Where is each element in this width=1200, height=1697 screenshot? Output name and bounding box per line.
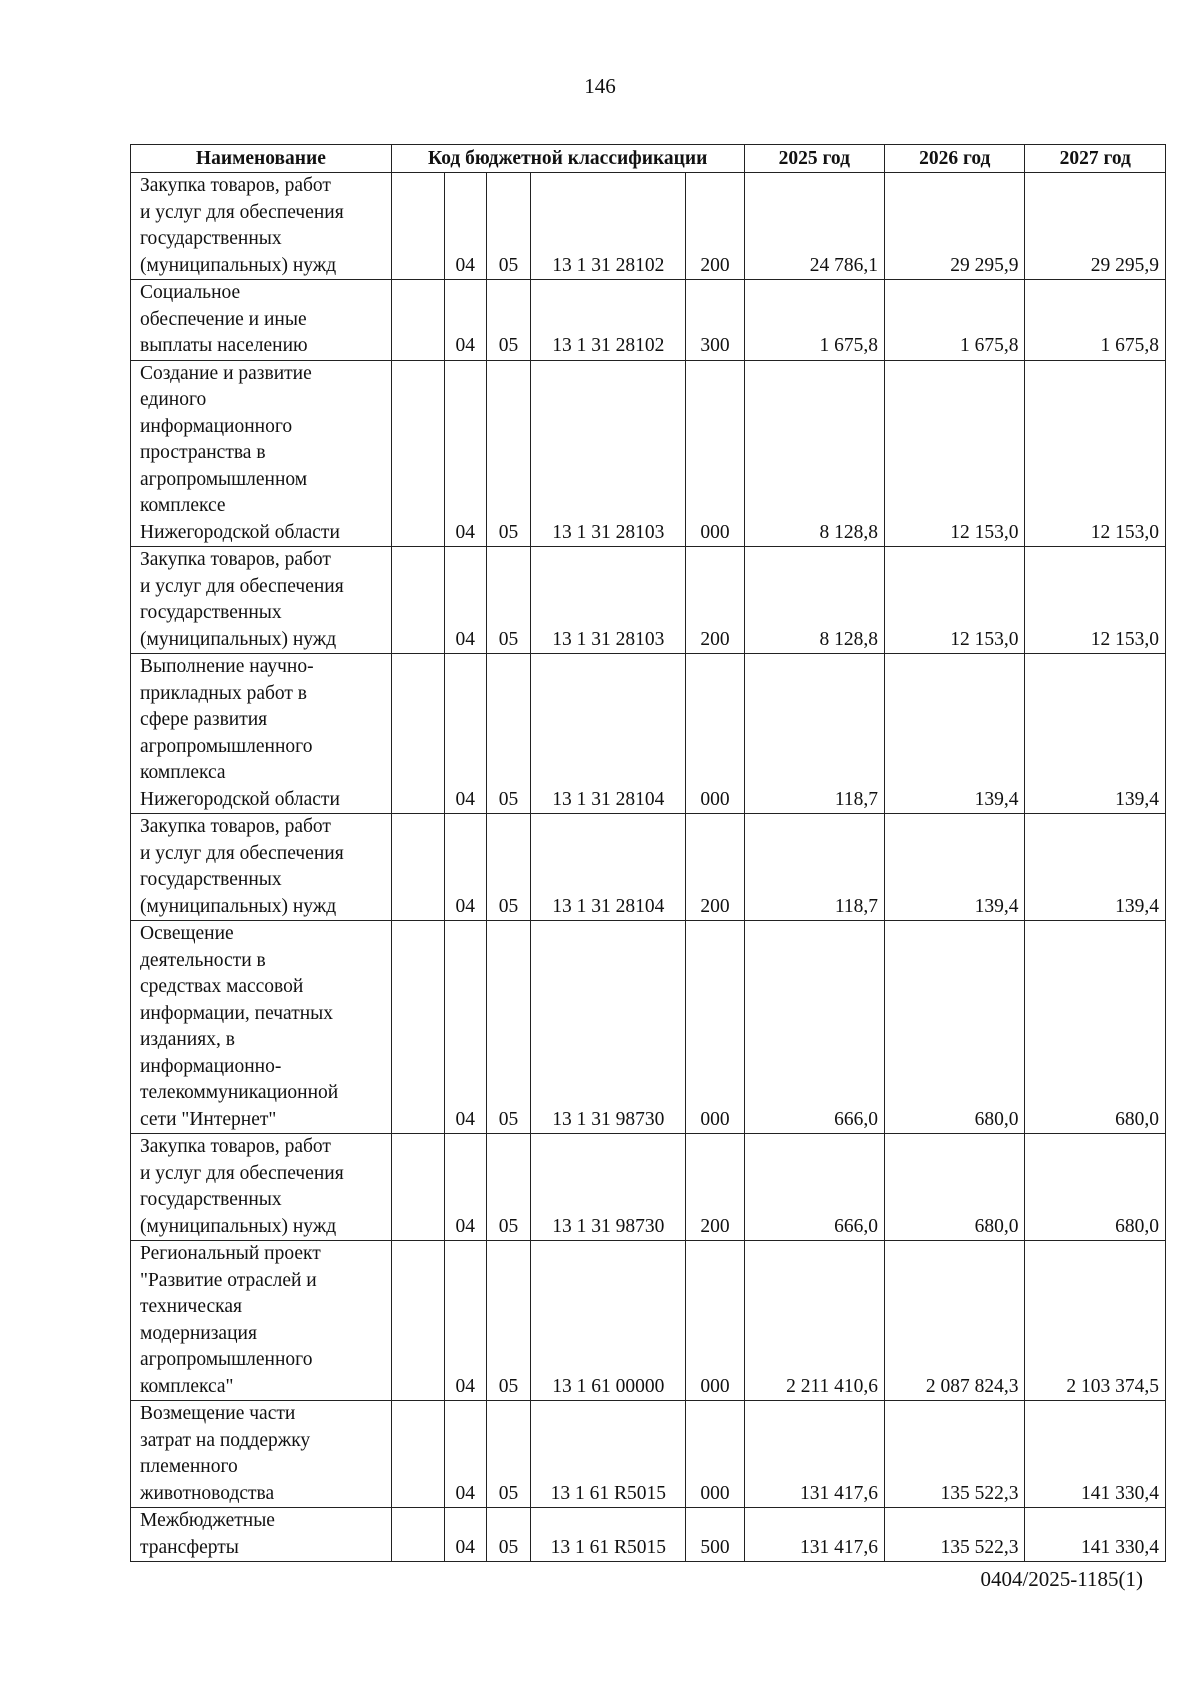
expense-type-code: 200 xyxy=(686,173,744,280)
row-name xyxy=(131,547,392,654)
code-admin-cell xyxy=(391,1241,444,1401)
row-name-line: и услуг для обеспечения xyxy=(140,1162,344,1184)
table-row xyxy=(131,173,1166,280)
header-2025: 2025 год xyxy=(744,145,884,173)
budget-table xyxy=(130,144,1166,1562)
header-row xyxy=(131,145,1166,173)
subsection-code: 05 xyxy=(486,654,530,814)
page-number: 146 xyxy=(584,74,616,98)
row-name-line: информационно- xyxy=(140,1055,282,1077)
code-admin-cell xyxy=(391,921,444,1134)
subsection-code: 05 xyxy=(486,1241,530,1401)
subsection-code: 05 xyxy=(486,173,530,280)
target-article-code: 13 1 31 28102 xyxy=(531,280,686,361)
row-name-line: Межбюджетные xyxy=(140,1510,275,1531)
amount-2025: 8 128,8 xyxy=(744,360,884,547)
table-row xyxy=(131,547,1166,654)
row-name-line: агропромышленном xyxy=(140,468,308,490)
code-admin-cell xyxy=(391,360,444,547)
code-admin-cell xyxy=(391,1508,444,1562)
section-code: 04 xyxy=(444,814,486,921)
row-name-line: Закупка товаров, работ xyxy=(140,1136,331,1157)
document-code: 0404/2025-1185(1) xyxy=(980,1567,1143,1591)
row-name-line: единого xyxy=(140,389,207,410)
row-name-line: техническая xyxy=(140,1296,242,1317)
code-admin-cell xyxy=(391,173,444,280)
target-article-code: 13 1 61 R5015 xyxy=(531,1401,686,1508)
header-name: Наименование xyxy=(131,145,392,173)
row-name-line: выплаты населению xyxy=(140,335,308,356)
row-name xyxy=(131,1241,392,1401)
subsection-code: 05 xyxy=(486,1508,530,1562)
subsection-code: 05 xyxy=(486,921,530,1134)
row-name-line: племенного xyxy=(140,1456,238,1477)
row-name-line: (муниципальных) нужд xyxy=(140,254,337,276)
header-code: Код бюджетной классификации xyxy=(391,145,744,173)
amount-2025: 131 417,6 xyxy=(744,1508,884,1562)
amount-2026: 680,0 xyxy=(885,1134,1025,1241)
amount-2026: 2 087 824,3 xyxy=(885,1241,1025,1401)
row-name xyxy=(131,654,392,814)
header-2026: 2026 год xyxy=(885,145,1025,173)
section-code: 04 xyxy=(444,1508,486,1562)
row-name-line: Региональный проект xyxy=(140,1243,321,1264)
expense-type-code: 200 xyxy=(686,1134,744,1241)
amount-2025: 131 417,6 xyxy=(744,1401,884,1508)
target-article-code: 13 1 31 28102 xyxy=(531,173,686,280)
row-name-line: комплекса" xyxy=(140,1375,234,1397)
amount-2027: 2 103 374,5 xyxy=(1025,1241,1166,1401)
amount-2027: 12 153,0 xyxy=(1025,547,1166,654)
amount-2026: 12 153,0 xyxy=(885,547,1025,654)
target-article-code: 13 1 61 R5015 xyxy=(531,1508,686,1562)
amount-2025: 118,7 xyxy=(744,814,884,921)
row-name-line: агропромышленного xyxy=(140,735,313,757)
code-admin-cell xyxy=(391,1401,444,1508)
amount-2027: 680,0 xyxy=(1025,921,1166,1134)
code-admin-cell xyxy=(391,654,444,814)
code-admin-cell xyxy=(391,1134,444,1241)
row-name-line: затрат на поддержку xyxy=(140,1429,311,1451)
amount-2027: 139,4 xyxy=(1025,814,1166,921)
amount-2025: 1 675,8 xyxy=(744,280,884,361)
target-article-code: 13 1 31 28104 xyxy=(531,654,686,814)
table-row xyxy=(131,814,1166,921)
amount-2026: 680,0 xyxy=(885,921,1025,1134)
amount-2027: 680,0 xyxy=(1025,1134,1166,1241)
row-name xyxy=(131,814,392,921)
table-row xyxy=(131,1241,1166,1401)
row-name-line: Возмещение части xyxy=(140,1403,296,1424)
table-row xyxy=(131,280,1166,361)
subsection-code: 05 xyxy=(486,814,530,921)
target-article-code: 13 1 31 98730 xyxy=(531,1134,686,1241)
subsection-code: 05 xyxy=(486,360,530,547)
section-code: 04 xyxy=(444,1401,486,1508)
row-name-line: и услуг для обеспечения xyxy=(140,201,344,223)
row-name-line: изданиях, в xyxy=(140,1029,235,1050)
row-name-line: деятельности в xyxy=(140,949,266,971)
amount-2027: 12 153,0 xyxy=(1025,360,1166,547)
subsection-code: 05 xyxy=(486,547,530,654)
amount-2026: 139,4 xyxy=(885,654,1025,814)
row-name-line: Нижегородской области xyxy=(140,521,340,543)
table-row xyxy=(131,654,1166,814)
row-name-line: (муниципальных) нужд xyxy=(140,895,337,917)
amount-2027: 29 295,9 xyxy=(1025,173,1166,280)
row-name xyxy=(131,1401,392,1508)
row-name-line: и услуг для обеспечения xyxy=(140,575,344,597)
row-name xyxy=(131,360,392,547)
amount-2026: 1 675,8 xyxy=(885,280,1025,361)
target-article-code: 13 1 61 00000 xyxy=(531,1241,686,1401)
table-body xyxy=(131,173,1166,1562)
amount-2026: 29 295,9 xyxy=(885,173,1025,280)
table-row xyxy=(131,921,1166,1134)
row-name-line: (муниципальных) нужд xyxy=(140,1215,337,1237)
expense-type-code: 300 xyxy=(686,280,744,361)
row-name-line: телекоммуникационной xyxy=(140,1082,339,1103)
code-admin-cell xyxy=(391,814,444,921)
amount-2026: 12 153,0 xyxy=(885,360,1025,547)
row-name-line: информации, печатных xyxy=(140,1002,334,1024)
section-code: 04 xyxy=(444,1241,486,1401)
section-code: 04 xyxy=(444,280,486,361)
expense-type-code: 000 xyxy=(686,654,744,814)
row-name xyxy=(131,921,392,1134)
amount-2025: 2 211 410,6 xyxy=(744,1241,884,1401)
section-code: 04 xyxy=(444,921,486,1134)
amount-2025: 666,0 xyxy=(744,1134,884,1241)
amount-2025: 118,7 xyxy=(744,654,884,814)
section-code: 04 xyxy=(444,547,486,654)
row-name-line: комплексе xyxy=(140,495,226,516)
amount-2026: 135 522,3 xyxy=(885,1508,1025,1562)
row-name-line: "Развитие отраслей и xyxy=(140,1269,317,1291)
amount-2025: 666,0 xyxy=(744,921,884,1134)
amount-2025: 8 128,8 xyxy=(744,547,884,654)
row-name xyxy=(131,173,392,280)
row-name-line: Нижегородской области xyxy=(140,788,340,810)
amount-2027: 141 330,4 xyxy=(1025,1508,1166,1562)
section-code: 04 xyxy=(444,360,486,547)
row-name-line: государственных xyxy=(140,228,282,249)
subsection-code: 05 xyxy=(486,280,530,361)
row-name-line: Выполнение научно- xyxy=(140,656,314,677)
expense-type-code: 200 xyxy=(686,547,744,654)
row-name-line: государственных xyxy=(140,1189,282,1210)
row-name-line: Закупка товаров, работ xyxy=(140,549,331,570)
amount-2026: 135 522,3 xyxy=(885,1401,1025,1508)
subsection-code: 05 xyxy=(486,1401,530,1508)
table-row xyxy=(131,1508,1166,1562)
expense-type-code: 200 xyxy=(686,814,744,921)
header-2027: 2027 год xyxy=(1025,145,1166,173)
code-admin-cell xyxy=(391,547,444,654)
row-name-line: обеспечение и иные xyxy=(140,308,307,330)
table-row xyxy=(131,360,1166,547)
row-name-line: прикладных работ в xyxy=(140,682,307,704)
row-name xyxy=(131,1508,392,1562)
table-row xyxy=(131,1401,1166,1508)
target-article-code: 13 1 31 28103 xyxy=(531,360,686,547)
row-name-line: модернизация xyxy=(140,1322,257,1344)
row-name-line: сфере развития xyxy=(140,709,268,730)
row-name-line: пространства в xyxy=(140,442,266,463)
row-name-line: Создание и развитие xyxy=(140,362,312,384)
expense-type-code: 000 xyxy=(686,1401,744,1508)
amount-2026: 139,4 xyxy=(885,814,1025,921)
row-name-line: информационного xyxy=(140,415,293,437)
table-row xyxy=(131,1134,1166,1241)
amount-2027: 1 675,8 xyxy=(1025,280,1166,361)
row-name-line: Социальное xyxy=(140,282,241,303)
target-article-code: 13 1 31 28103 xyxy=(531,547,686,654)
section-code: 04 xyxy=(444,173,486,280)
amount-2027: 141 330,4 xyxy=(1025,1401,1166,1508)
row-name-line: животноводства xyxy=(140,1482,275,1504)
row-name-line: государственных xyxy=(140,869,282,890)
target-article-code: 13 1 31 98730 xyxy=(531,921,686,1134)
row-name-line: государственных xyxy=(140,602,282,623)
expense-type-code: 000 xyxy=(686,1241,744,1401)
expense-type-code: 000 xyxy=(686,360,744,547)
code-admin-cell xyxy=(391,280,444,361)
row-name-line: и услуг для обеспечения xyxy=(140,842,344,864)
row-name-line: сети "Интернет" xyxy=(140,1108,277,1130)
amount-2027: 139,4 xyxy=(1025,654,1166,814)
section-code: 04 xyxy=(444,1134,486,1241)
amount-2025: 24 786,1 xyxy=(744,173,884,280)
row-name-line: Закупка товаров, работ xyxy=(140,175,331,196)
row-name-line: Закупка товаров, работ xyxy=(140,816,331,837)
row-name xyxy=(131,280,392,361)
row-name-line: комплекса xyxy=(140,762,226,783)
row-name-line: агропромышленного xyxy=(140,1349,313,1370)
section-code: 04 xyxy=(444,654,486,814)
row-name-line: (муниципальных) нужд xyxy=(140,628,337,650)
expense-type-code: 000 xyxy=(686,921,744,1134)
row-name xyxy=(131,1134,392,1241)
row-name-line: средствах массовой xyxy=(140,976,304,997)
subsection-code: 05 xyxy=(486,1134,530,1241)
row-name-line: трансферты xyxy=(140,1536,239,1558)
row-name-line: Освещение xyxy=(140,923,234,944)
expense-type-code: 500 xyxy=(686,1508,744,1562)
target-article-code: 13 1 31 28104 xyxy=(531,814,686,921)
